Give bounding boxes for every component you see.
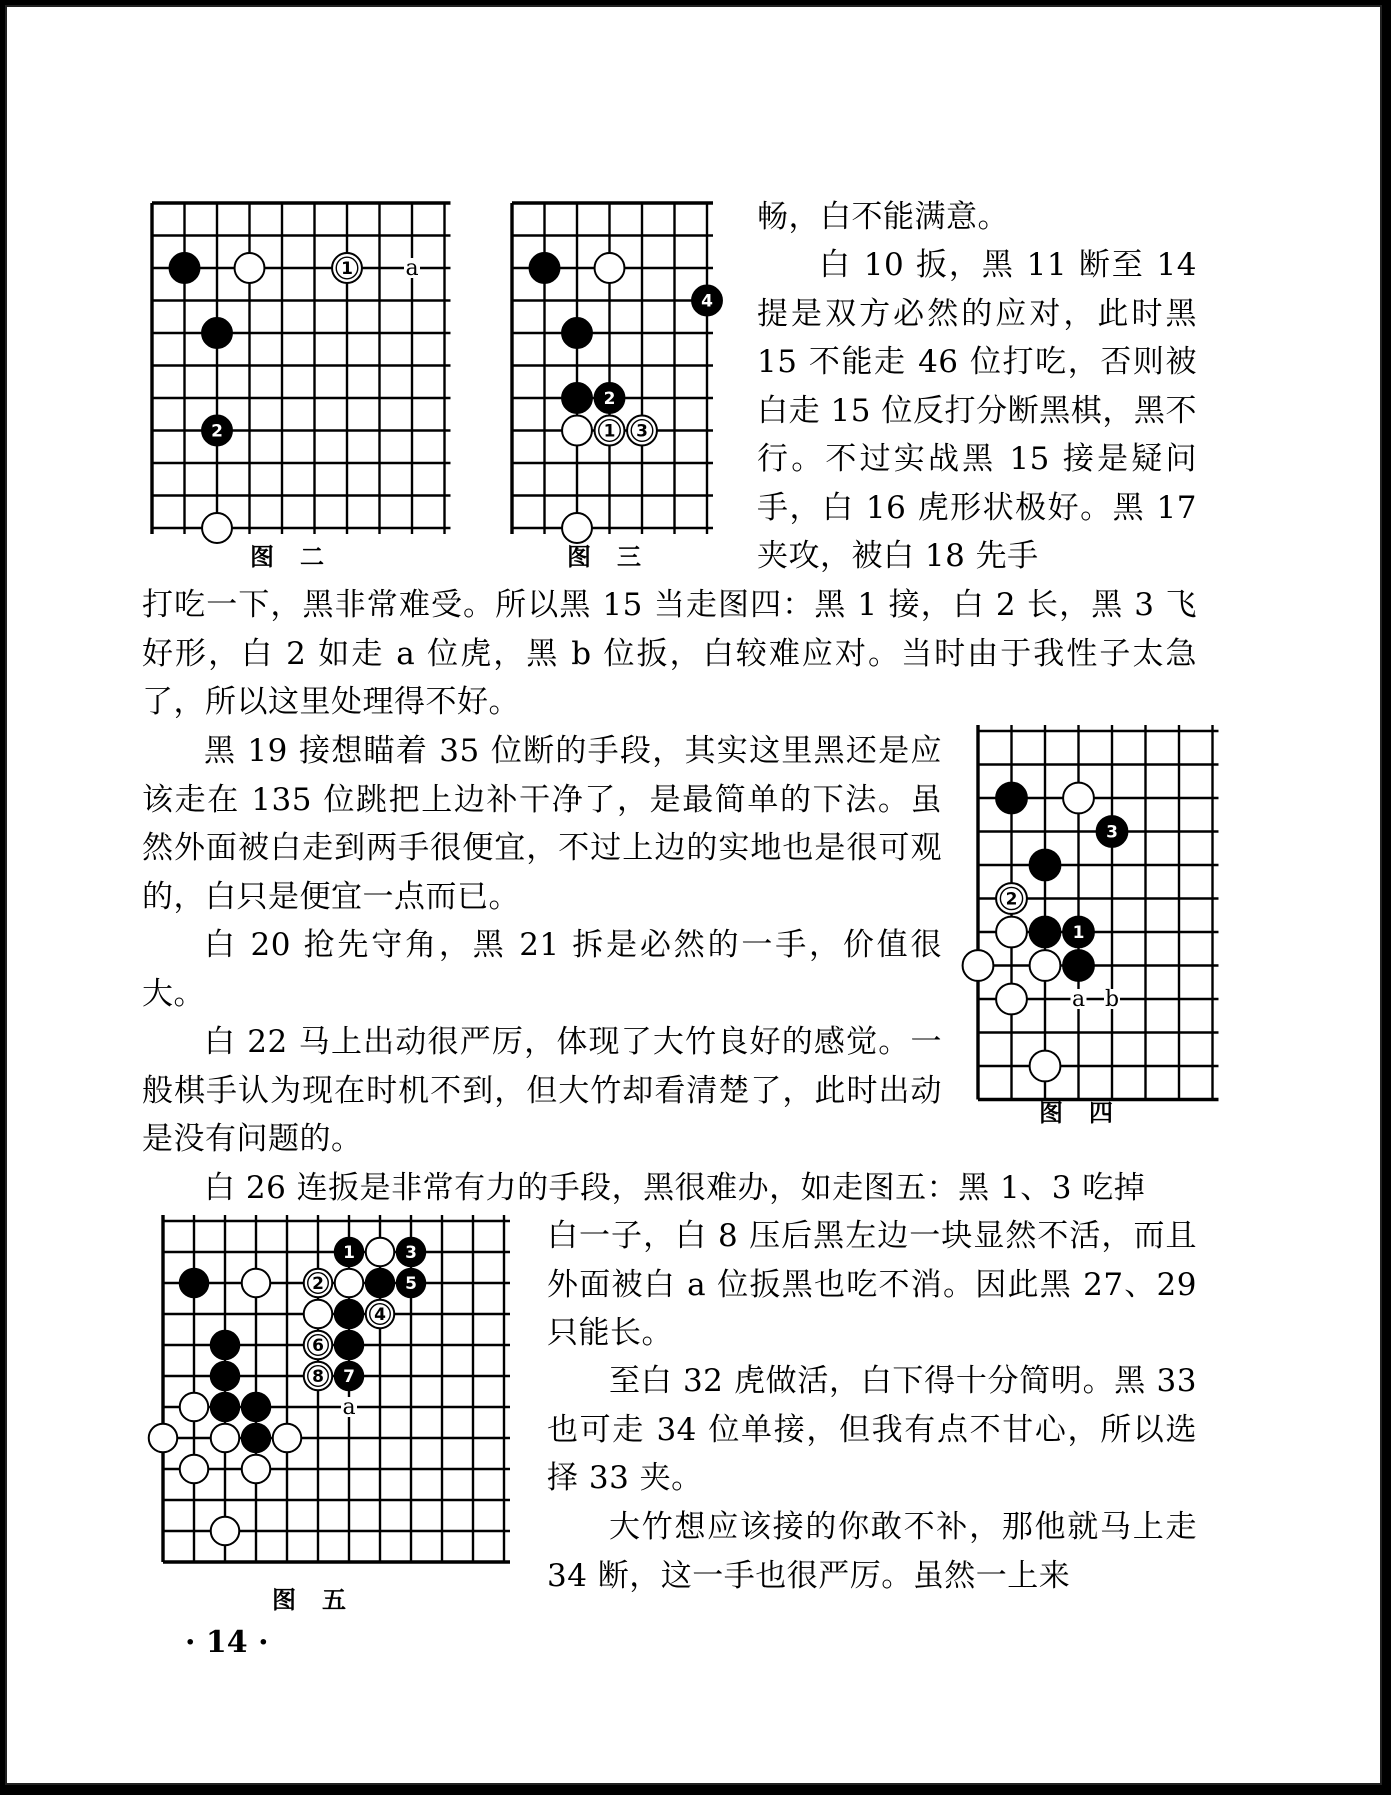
grid-lines — [152, 203, 451, 534]
go-board-figure-2 — [147, 197, 477, 527]
paragraph-1: 畅，白不能满意。 — [757, 199, 1009, 235]
paragraph-2: 白 10 扳，黑 11 断至 14 提是双方必然的应对，此时黑 15 不能走 46 位打吃，否则被白走 15 位反打分断黑棋，黑不行。不过实战黑 15 接是疑问手，白 16 虎形状极好。黑 17 夹攻，被白 18 先手 — [757, 247, 1197, 574]
go-board-figure-5 — [150, 1217, 520, 1572]
white-stone — [366, 1238, 395, 1267]
move-number: 2 — [211, 421, 223, 442]
figure-2-caption: 图二 — [250, 542, 350, 571]
white-stone — [595, 253, 625, 283]
paragraph-6: 白 22 马上出动很严厉，体现了大竹良好的感觉。一般棋手认为现在时机不到，但大竹却看清楚了，此时出动是没有问题的。 — [142, 1024, 942, 1157]
white-stone — [242, 1455, 271, 1484]
black-stone — [335, 1331, 364, 1360]
black-stone — [530, 253, 560, 283]
move-number: 7 — [343, 1367, 355, 1387]
white-stone — [996, 917, 1027, 948]
black-stone — [211, 1331, 240, 1360]
white-stone — [304, 1300, 333, 1329]
black-stone — [996, 783, 1027, 814]
point-label-a: a — [405, 256, 419, 281]
white-stone — [562, 416, 592, 446]
paragraph-3: 打吃一下，黑非常难受。所以黑 15 当走图四：黑 1 接，白 2 长，黑 3 飞好形，白 2 如走 a 位虎，黑 b 位扳，白较难应对。当时由于我性子太急了，所以这里处理得不好。 — [142, 587, 1197, 720]
move-number: 8 — [312, 1367, 324, 1387]
black-stone — [242, 1424, 271, 1453]
paragraph-5: 白 20 抢先守角，黑 21 拆是必然的一手，价值很大。 — [142, 927, 942, 1012]
move-number: 1 — [343, 1243, 355, 1263]
point-label-a: a — [342, 1395, 356, 1420]
move-number: 3 — [636, 421, 648, 442]
grid-lines — [163, 1215, 510, 1562]
black-stone — [202, 318, 232, 348]
white-stone — [1030, 950, 1061, 981]
white-stone — [180, 1393, 209, 1422]
white-stone — [149, 1424, 178, 1453]
white-stone — [1063, 783, 1094, 814]
paragraph-4: 黑 19 接想瞄着 35 位断的手段，其实这里黑还是应该走在 135 位跳把上边补干净了，是最简单的下法。虽然外面被白走到两手很便宜，不过上边的实地也是很可观的，白只是便宜一点而已。 — [142, 733, 942, 915]
go-board-figure-4 — [973, 727, 1213, 1072]
figure-4-caption: 图四 — [1039, 1098, 1139, 1127]
white-stone — [242, 1269, 271, 1298]
white-stone — [335, 1269, 364, 1298]
move-number: 1 — [603, 421, 616, 442]
black-stone — [562, 318, 592, 348]
move-number: 4 — [374, 1305, 386, 1325]
move-number: 3 — [1106, 822, 1118, 843]
black-stone — [211, 1362, 240, 1391]
white-stone — [235, 253, 265, 283]
white-stone — [180, 1455, 209, 1484]
white-stone — [1030, 1051, 1061, 1082]
move-number: 4 — [701, 291, 713, 312]
figure-3-caption: 图三 — [567, 542, 667, 571]
move-number: 3 — [405, 1243, 417, 1263]
paragraph-7b: 白一子，白 8 压后黑左边一块显然不活，而且外面被白 a 位扳黑也吃不消。因此黑 27、29 只能长。 — [547, 1218, 1197, 1351]
black-stone — [211, 1393, 240, 1422]
paragraph-9: 大竹想应该接的你敢不补，那他就马上走 34 断，这一手也很严厉。虽然一上来 — [547, 1509, 1197, 1594]
black-stone — [242, 1393, 271, 1422]
book-page — [5, 5, 1382, 1785]
black-stone — [180, 1269, 209, 1298]
move-number: 5 — [405, 1274, 417, 1294]
white-stone — [996, 984, 1027, 1015]
go-board-figure-3 — [507, 197, 737, 527]
black-stone — [1063, 950, 1094, 981]
page-number: · 14 · — [185, 1625, 269, 1660]
move-number: 1 — [1072, 923, 1085, 943]
black-stone — [335, 1300, 364, 1329]
paragraph-8: 至白 32 虎做活，白下得十分简明。黑 33 也可走 34 位单接，但我有点不甘心，所以选择 33 夹。 — [547, 1363, 1197, 1496]
white-stone — [202, 513, 232, 543]
move-number: 2 — [603, 389, 616, 409]
figure-5-caption: 图五 — [272, 1585, 372, 1614]
black-stone — [562, 383, 592, 413]
paragraph-7a: 白 26 连扳是非常有力的手段，黑很难办，如走图五：黑 1、3 吃掉 — [204, 1170, 1146, 1206]
black-stone — [366, 1269, 395, 1298]
white-stone — [211, 1517, 240, 1546]
white-stone — [963, 950, 994, 981]
white-stone — [273, 1424, 302, 1453]
black-stone — [170, 253, 200, 283]
white-stone — [211, 1424, 240, 1453]
black-stone — [1030, 917, 1061, 948]
point-label-b: b — [1104, 987, 1120, 1012]
point-label-a: a — [1071, 987, 1086, 1012]
move-number: 6 — [312, 1336, 324, 1356]
move-number: 2 — [1005, 889, 1018, 910]
move-number: 1 — [341, 259, 353, 279]
black-stone — [1030, 850, 1061, 881]
move-number: 2 — [312, 1274, 324, 1294]
